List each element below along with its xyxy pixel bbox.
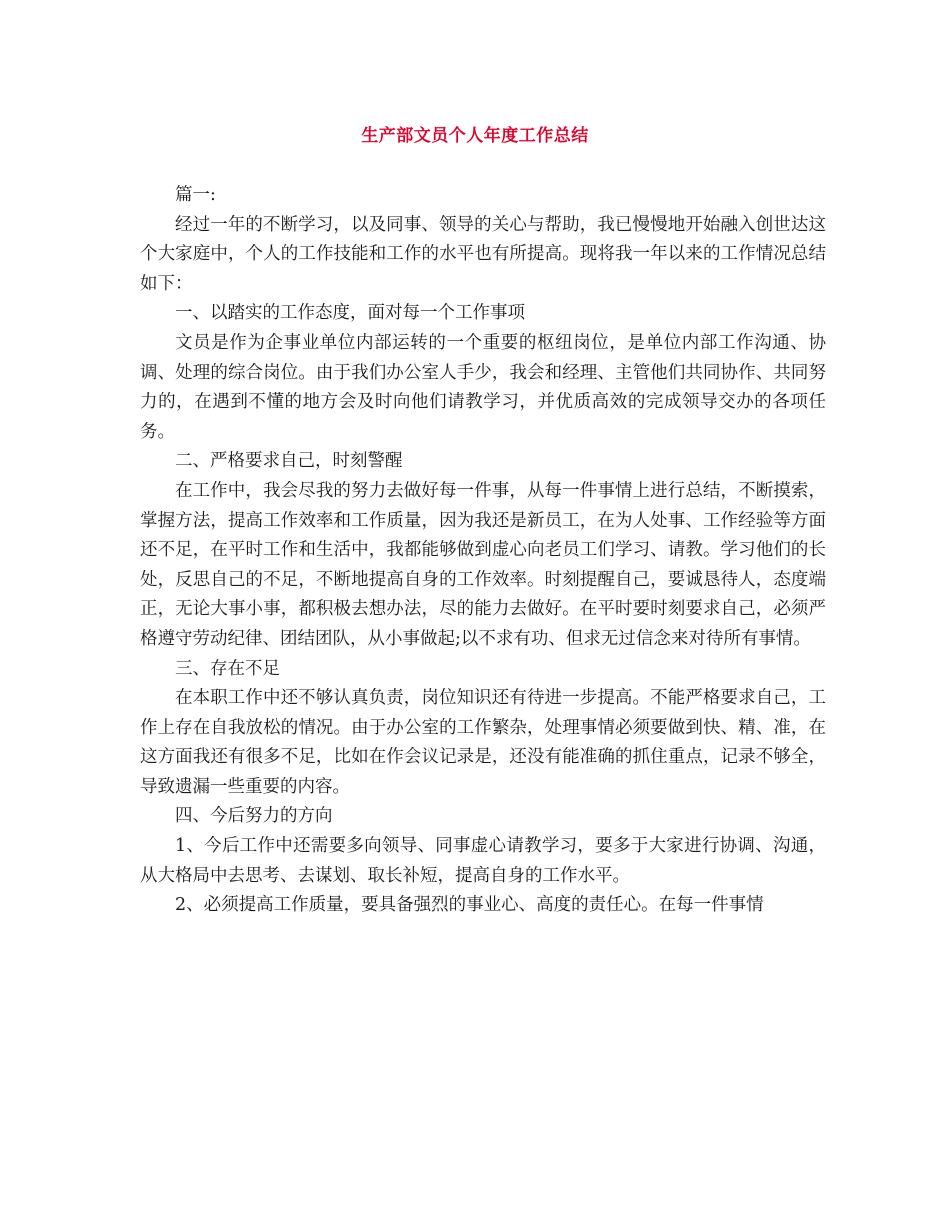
document-title: 生产部文员个人年度工作总结 — [361, 126, 589, 146]
section-heading-3: 三、存在不足 — [175, 658, 280, 679]
section-heading-4: 四、今后努力的方向 — [175, 806, 333, 827]
section-2-paragraph: 在工作中，我会尽我的努力去做好每一件事，从每一件事情上进行总结，不断摸索，掌握方法，提高工作效率和工作质量，因为我还是新员工，在为人处事、工作经验等方面还不足，在平时工作和生活中，我都能够做到虚心向老员工们学习、请教。学习他们的长处，反思自己的不足，不断地提高自身的工作效率。时刻提醒自己，要诚恳待人，态度端正，无论大事小事，都积极去想办法，尽的能力去做好。在平时要时刻要求自己，必须严格遵守劳动纪律、团结团队，从小事做起;以不求有功、但求无过信念来对待所有事情。 — [140, 480, 826, 649]
document-body — [140, 181, 826, 921]
section-label-pian-yi: 篇一: — [175, 185, 216, 205]
section-heading-1: 一、以踏实的工作态度，面对每一个工作事项 — [175, 303, 525, 324]
intro-paragraph: 经过一年的不断学习，以及同事、领导的关心与帮助，我已慢慢地开始融入创世达这个大家庭中，个人的工作技能和工作的水平也有所提高。现将我一年以来的工作情况总结如下： — [140, 214, 826, 294]
section-3-paragraph: 在本职工作中还不够认真负责，岗位知识还有待进一步提高。不能严格要求自己，工作上存在自我放松的情况。由于办公室的工作繁杂，处理事情必须要做到快、精、准，在这方面我还有很多不足，比如在作会议记录是，还没有能准确的抓住重点，记录不够全，导致遗漏一些重要的内容。 — [140, 688, 826, 797]
section-1-paragraph: 文员是作为企事业单位内部运转的一个重要的枢纽岗位，是单位内部工作沟通、协调、处理的综合岗位。由于我们办公室人手少，我会和经理、主管他们共同协作、共同努力的，在遇到不懂的地方会及时向他们请教学习，并优质高效的完成领导交办的各项任务。 — [140, 332, 826, 442]
section-heading-2: 二、严格要求自己，时刻警醒 — [175, 451, 403, 472]
section-4-item-1: 1、今后工作中还需要多向领导、同事虚心请教学习，要多于大家进行协调、沟通，从大格局中去思考、去谋划、取长补短，提高自身的工作水平。 — [140, 836, 826, 886]
section-4-item-2: 2、必须提高工作质量，要具备强烈的事业心、高度的责任心。在每一件事情 — [175, 895, 764, 916]
